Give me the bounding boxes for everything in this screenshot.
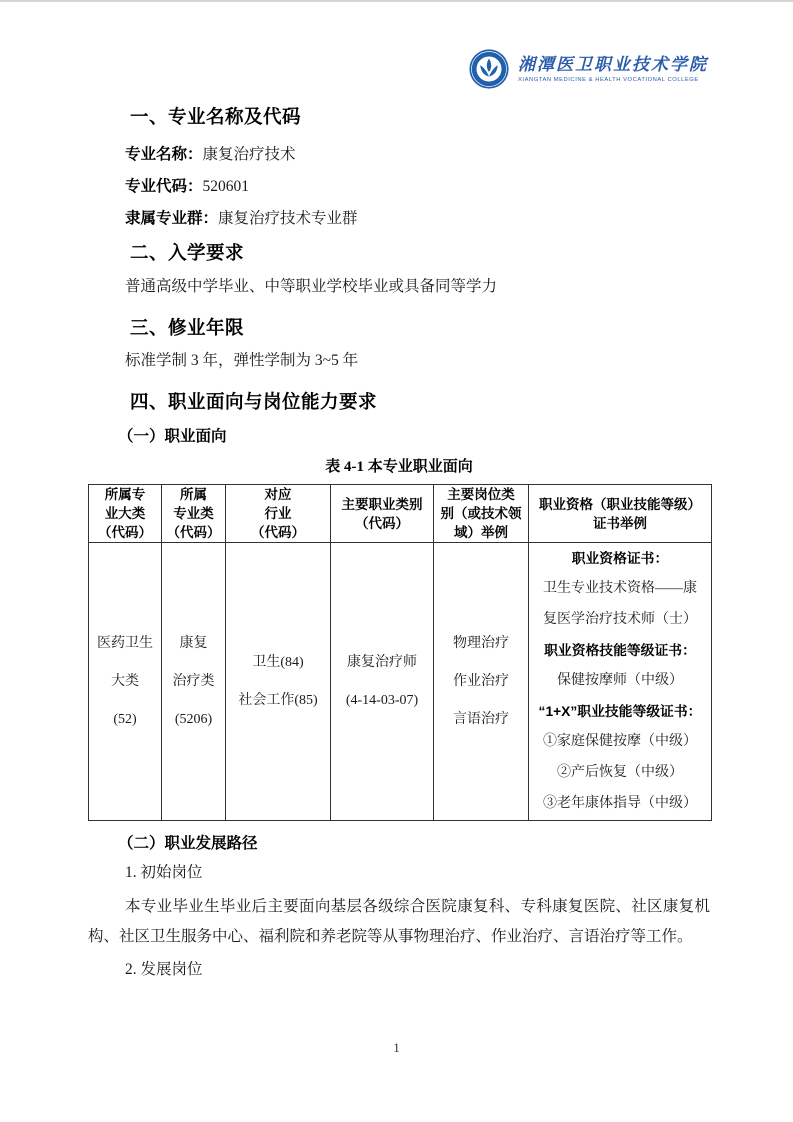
college-name-en: XIANGTAN MEDICINE & HEALTH VOCATIONAL COLLEGE <box>518 76 699 83</box>
career-orientation-table <box>88 484 712 821</box>
college-logo <box>88 48 708 90</box>
header-line: 业大类 <box>104 506 146 521</box>
cert-line-bold: 职业资格技能等级证书： <box>544 642 696 658</box>
page-number: 1 <box>393 1040 400 1055</box>
cert-line: ③老年康体指导（中级） <box>543 795 697 811</box>
header-line: （代码） <box>98 525 152 540</box>
header-line: 对应 <box>264 487 292 502</box>
table-header-row <box>89 485 712 543</box>
cell-occupation <box>331 543 434 821</box>
header-line: 域）举例 <box>454 525 508 540</box>
initial-position-paragraph: 本专业毕业生毕业后主要面向基层各级综合医院康复科、专科康复医院、社区康复机构、社区卫生服务中心、福利院和养老院等从事物理治疗、作业治疗、言语治疗等工作。 <box>88 898 710 945</box>
header-line: 主要岗位类 <box>447 487 515 502</box>
admission-requirements-text: 普通高级中学毕业、中等职业学校毕业或具备同等学力 <box>125 278 498 295</box>
college-name-block <box>518 55 708 84</box>
cell-line: 医药卫生 <box>97 635 153 651</box>
cell-line: 作业治疗 <box>453 673 509 689</box>
cert-line: ①家庭保健按摩（中级） <box>543 734 697 750</box>
cell-line: 物理治疗 <box>453 635 509 651</box>
cell-line: (4-14-03-07) <box>345 692 419 708</box>
college-seal-icon <box>469 49 509 89</box>
major-info-fields <box>88 139 710 235</box>
cell-line: 社会工作(85) <box>238 692 318 708</box>
field-major-code <box>125 171 710 203</box>
col-header-major-class <box>162 485 226 543</box>
cell-line: 康复治疗师 <box>347 654 417 670</box>
cell-line: 卫生(84) <box>252 654 304 670</box>
field-major-name <box>125 139 710 171</box>
header-line: （代码） <box>355 515 409 531</box>
cell-line: (5206) <box>174 711 213 727</box>
initial-position-label: 1. 初始岗位 <box>125 864 203 881</box>
col-header-certificates <box>529 485 712 543</box>
table-caption: 表 4-1 本专业职业面向 <box>325 459 473 475</box>
development-position-label: 2. 发展岗位 <box>125 961 203 978</box>
cert-line: 卫生专业技术资格——康 <box>543 581 697 597</box>
cell-major-class <box>162 543 226 821</box>
cert-line: ②产后恢复（中级） <box>557 764 683 780</box>
cert-line: 保健按摩师（中级） <box>557 673 683 689</box>
section-1-heading: 一、专业名称及代码 <box>130 106 302 127</box>
header-line: 别（或技术领 <box>440 506 522 521</box>
col-header-industry <box>226 485 331 543</box>
field-major-group-label: 隶属专业群： <box>125 210 219 227</box>
header-line: 主要职业类别 <box>341 496 423 512</box>
field-major-name-value: 康复治疗技术 <box>202 146 296 163</box>
field-major-code-value: 520601 <box>202 178 250 195</box>
cell-certificates <box>529 543 712 821</box>
section-2-heading: 二、入学要求 <box>130 242 245 263</box>
cell-major-category <box>89 543 162 821</box>
header-line: 证书举例 <box>593 515 647 531</box>
cell-positions <box>434 543 529 821</box>
cell-line: (52) <box>113 711 137 727</box>
college-name-cn: 湘潭医卫职业技术学院 <box>518 54 708 74</box>
cert-line-bold: 职业资格证书： <box>571 550 669 566</box>
subsection-career-orientation: （一）职业面向 <box>118 428 227 445</box>
cell-industry <box>226 543 331 821</box>
cell-line: 康复 <box>179 635 208 651</box>
subsection-career-path: （二）职业发展路径 <box>118 835 258 852</box>
field-major-group <box>125 203 710 235</box>
cert-line: 复医学治疗技术师（士） <box>543 612 697 628</box>
header-line: 所属专 <box>104 487 146 502</box>
header-line: 专业类 <box>173 506 214 521</box>
cell-line: 治疗类 <box>172 673 215 689</box>
field-major-name-label: 专业名称： <box>125 146 203 163</box>
cert-line-bold: “1+X”职业技能等级证书： <box>538 703 702 719</box>
col-header-positions <box>434 485 529 543</box>
header-line: （代码） <box>166 525 221 540</box>
study-duration-text: 标准学制 3 年，弹性学制为 3~5 年 <box>125 352 359 369</box>
cell-line: 大类 <box>111 673 139 689</box>
cell-line: 言语治疗 <box>453 711 509 727</box>
field-major-group-value: 康复治疗技术专业群 <box>218 210 358 227</box>
header-line: （代码） <box>251 525 305 540</box>
header-line: 行业 <box>264 506 292 521</box>
table-body-row <box>89 543 712 821</box>
section-3-heading: 三、修业年限 <box>130 317 245 338</box>
header-line: 所属 <box>180 487 207 502</box>
section-4-heading: 四、职业面向与岗位能力要求 <box>130 391 378 412</box>
col-header-major-category <box>89 485 162 543</box>
header-line: 职业资格（职业技能等级） <box>539 496 701 512</box>
field-major-code-label: 专业代码： <box>125 178 203 195</box>
col-header-occupation <box>331 485 434 543</box>
